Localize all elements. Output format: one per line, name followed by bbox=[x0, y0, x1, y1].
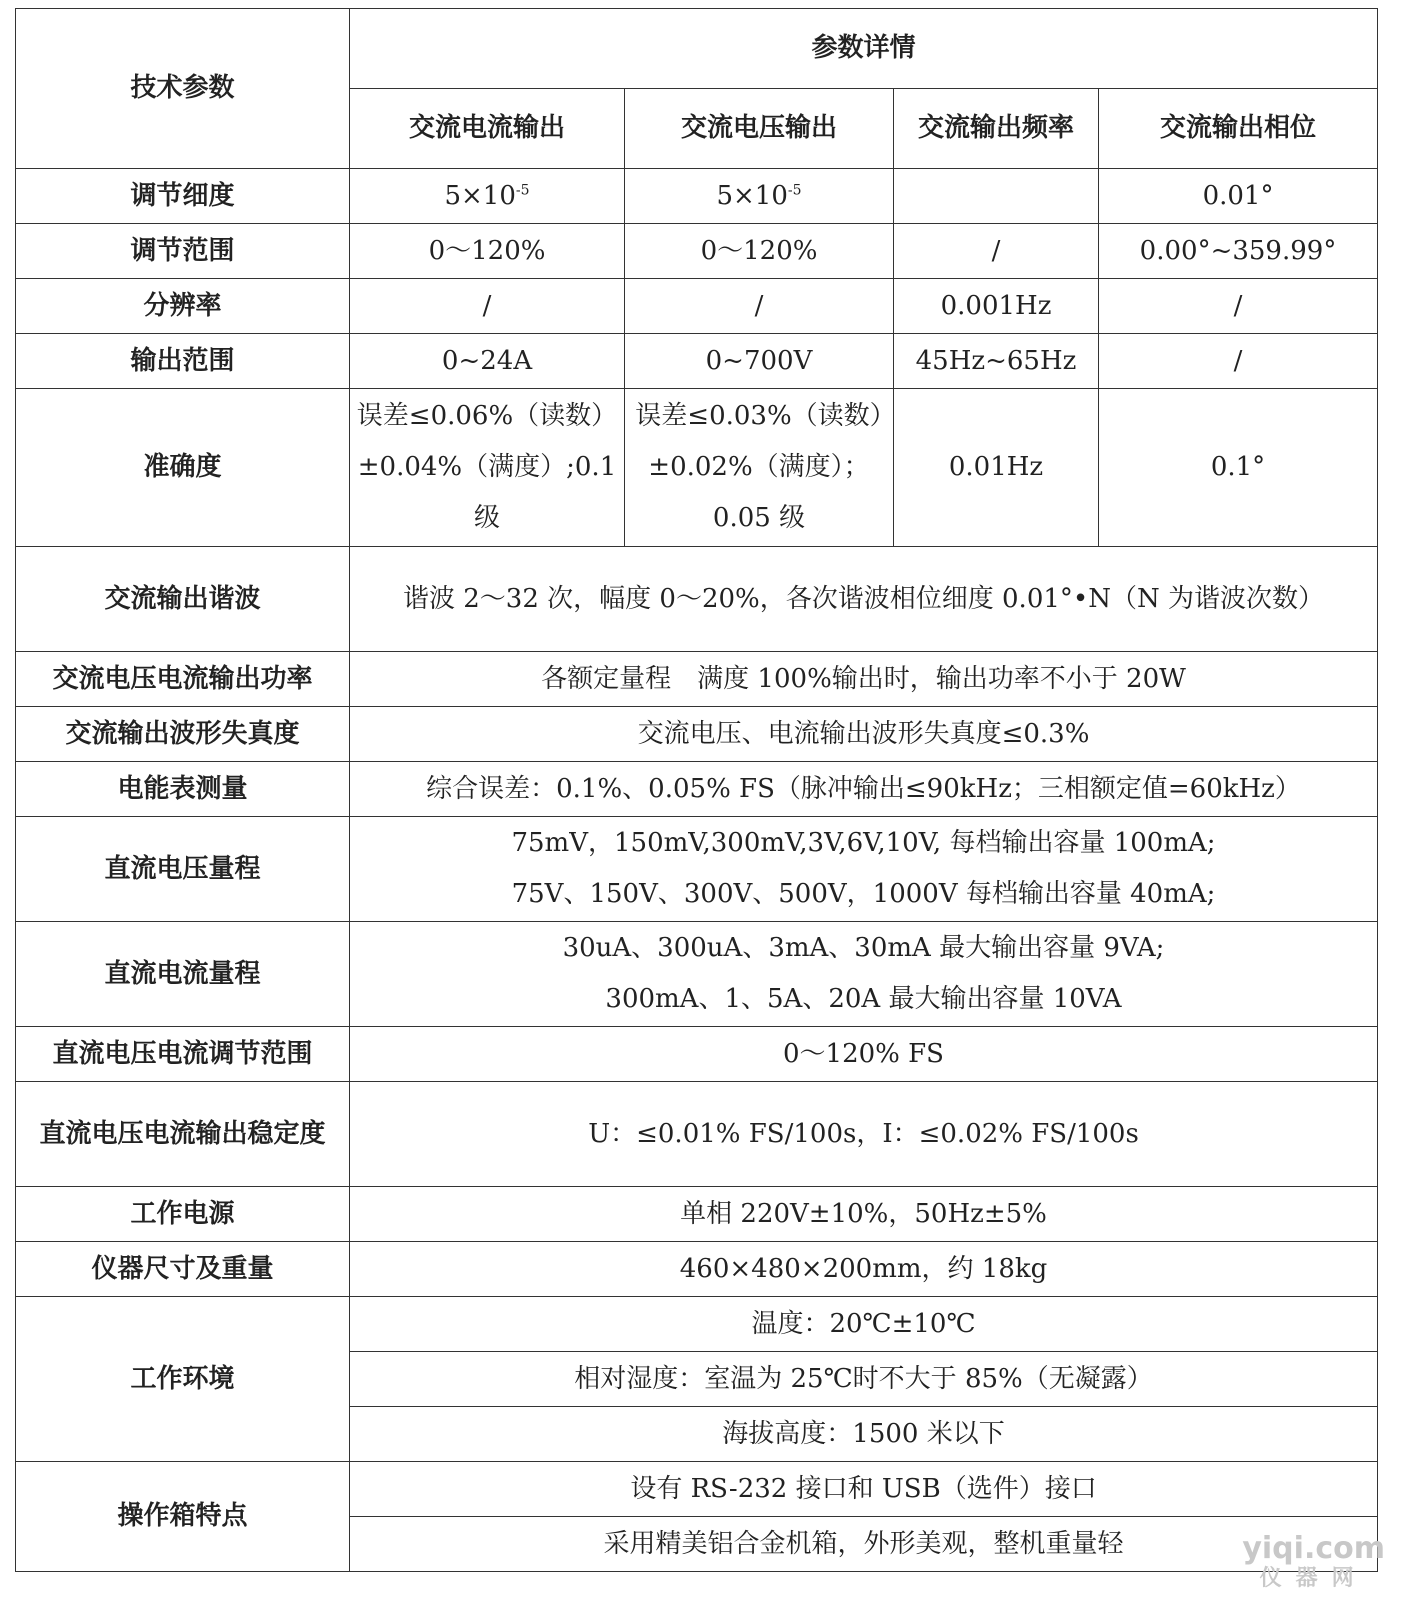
row-label: 工作电源 bbox=[16, 1187, 350, 1242]
table-row bbox=[16, 1242, 1378, 1297]
row-label: 交流输出谐波 bbox=[16, 547, 350, 652]
table-cell: 0.001Hz bbox=[894, 279, 1099, 334]
table-cell: 0～120% bbox=[350, 224, 625, 279]
cell-sup: -5 bbox=[515, 181, 530, 198]
row-label: 交流输出波形失真度 bbox=[16, 707, 350, 762]
cell-sup: -5 bbox=[787, 181, 802, 198]
table-cell: / bbox=[1099, 279, 1378, 334]
table-cell: 谐波 2～32 次，幅度 0～20%，各次谐波相位细度 0.01°•N（N 为谐波次数） bbox=[350, 547, 1378, 652]
table-row bbox=[16, 762, 1378, 817]
header-row bbox=[16, 9, 1378, 89]
table-row bbox=[16, 1082, 1378, 1187]
table-row bbox=[16, 652, 1378, 707]
cell-value: 5×10 bbox=[444, 180, 516, 211]
cell-line: 75mV，150mV,300mV,3V,6V,10V, 每档输出容量 100mA; bbox=[511, 828, 1216, 858]
table-row bbox=[16, 1027, 1378, 1082]
table-row bbox=[16, 279, 1378, 334]
table-cell: 0~700V bbox=[625, 334, 894, 389]
table-cell: 460×480×200mm，约 18kg bbox=[350, 1242, 1378, 1297]
row-label: 操作箱特点 bbox=[16, 1462, 350, 1572]
table-cell: 误差≤0.06%（读数）±0.04%（满度）;0.1 级 bbox=[350, 389, 625, 547]
table-cell: 45Hz~65Hz bbox=[894, 334, 1099, 389]
subheader-ac-voltage: 交流电压输出 bbox=[625, 89, 894, 169]
table-cell: 0.01° bbox=[1099, 169, 1378, 224]
table-cell bbox=[894, 169, 1099, 224]
table-row bbox=[16, 707, 1378, 762]
table-row bbox=[16, 169, 1378, 224]
table-row bbox=[16, 1297, 1378, 1352]
table-cell: 0~24A bbox=[350, 334, 625, 389]
table-cell: 采用精美铝合金机箱，外形美观，整机重量轻 bbox=[350, 1517, 1378, 1572]
row-label: 直流电流量程 bbox=[16, 922, 350, 1027]
row-label: 直流电压电流输出稳定度 bbox=[16, 1082, 350, 1187]
table-cell: 0～120% bbox=[625, 224, 894, 279]
table-cell bbox=[350, 169, 625, 224]
table-row bbox=[16, 547, 1378, 652]
table-cell: 海拔高度：1500 米以下 bbox=[350, 1407, 1378, 1462]
watermark-logo bbox=[1242, 1531, 1385, 1594]
row-label: 仪器尺寸及重量 bbox=[16, 1242, 350, 1297]
row-label: 调节范围 bbox=[16, 224, 350, 279]
cell-line: 75V、150V、300V、500V，1000V 每档输出容量 40mA; bbox=[511, 879, 1216, 909]
table-cell: U：≤0.01% FS/100s，I：≤0.02% FS/100s bbox=[350, 1082, 1378, 1187]
row-label: 直流电压电流调节范围 bbox=[16, 1027, 350, 1082]
watermark-line2: 仪器网 bbox=[1259, 1566, 1368, 1591]
subheader-ac-phase: 交流输出相位 bbox=[1099, 89, 1378, 169]
table-cell: 单相 220V±10%，50Hz±5% bbox=[350, 1187, 1378, 1242]
table-cell: 设有 RS-232 接口和 USB（选件）接口 bbox=[350, 1462, 1378, 1517]
table-cell: 误差≤0.03%（读数）±0.02%（满度）；0.05 级 bbox=[625, 389, 894, 547]
table-cell: 0.1° bbox=[1099, 389, 1378, 547]
table-cell bbox=[350, 817, 1378, 922]
table-cell: 0.01Hz bbox=[894, 389, 1099, 547]
header-detail: 参数详情 bbox=[350, 9, 1378, 89]
cell-value: 5×10 bbox=[716, 180, 788, 211]
table-cell: / bbox=[350, 279, 625, 334]
row-label: 准确度 bbox=[16, 389, 350, 547]
table-cell: 0～120% FS bbox=[350, 1027, 1378, 1082]
watermark-line1: yiqi.com bbox=[1242, 1531, 1385, 1566]
cell-line: 30uA、300uA、3mA、30mA 最大输出容量 9VA; bbox=[562, 933, 1165, 963]
row-label: 调节细度 bbox=[16, 169, 350, 224]
table-row bbox=[16, 1462, 1378, 1517]
table-cell: / bbox=[894, 224, 1099, 279]
table-row bbox=[16, 224, 1378, 279]
row-label: 输出范围 bbox=[16, 334, 350, 389]
table-cell bbox=[625, 169, 894, 224]
row-label: 分辨率 bbox=[16, 279, 350, 334]
table-cell: 0.00°~359.99° bbox=[1099, 224, 1378, 279]
table-cell: 交流电压、电流输出波形失真度≤0.3% bbox=[350, 707, 1378, 762]
table-row bbox=[16, 389, 1378, 547]
table-row bbox=[16, 1187, 1378, 1242]
table-cell: 相对湿度：室温为 25℃时不大于 85%（无凝露） bbox=[350, 1352, 1378, 1407]
table-row bbox=[16, 334, 1378, 389]
table-cell bbox=[350, 922, 1378, 1027]
cell-line: 300mA、1、5A、20A 最大输出容量 10VA bbox=[605, 984, 1122, 1014]
subheader-ac-frequency: 交流输出频率 bbox=[894, 89, 1099, 169]
spec-table bbox=[15, 8, 1378, 1572]
row-label: 电能表测量 bbox=[16, 762, 350, 817]
subheader-ac-current: 交流电流输出 bbox=[350, 89, 625, 169]
table-cell: 温度：20℃±10℃ bbox=[350, 1297, 1378, 1352]
table-cell: / bbox=[1099, 334, 1378, 389]
table-row bbox=[16, 817, 1378, 922]
table-cell: 各额定量程 满度 100%输出时，输出功率不小于 20W bbox=[350, 652, 1378, 707]
table-cell: / bbox=[625, 279, 894, 334]
row-label: 工作环境 bbox=[16, 1297, 350, 1462]
table-cell: 综合误差：0.1%、0.05% FS（脉冲输出≤90kHz；三相额定值=60kHz） bbox=[350, 762, 1378, 817]
header-param: 技术参数 bbox=[16, 9, 350, 169]
row-label: 交流电压电流输出功率 bbox=[16, 652, 350, 707]
row-label: 直流电压量程 bbox=[16, 817, 350, 922]
table-row bbox=[16, 922, 1378, 1027]
